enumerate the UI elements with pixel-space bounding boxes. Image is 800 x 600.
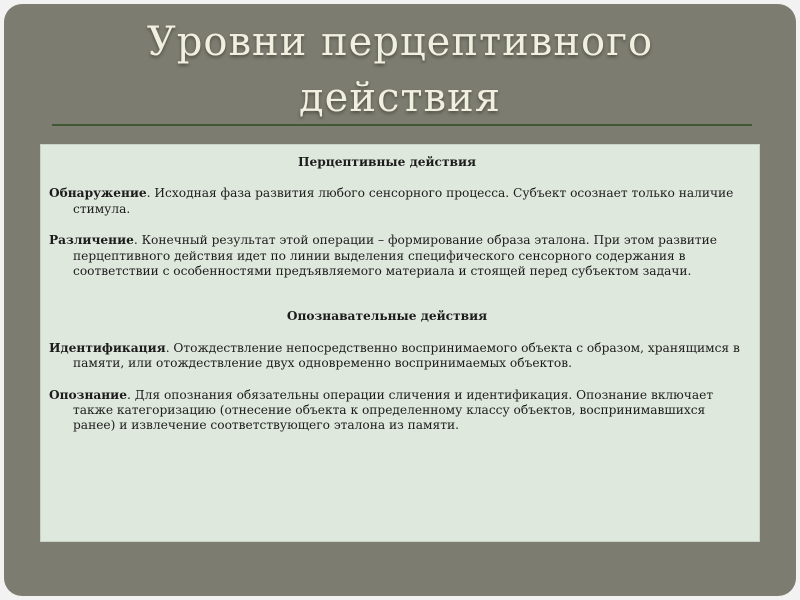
term-recognition: Опознание (49, 387, 127, 402)
slide-panel (4, 4, 796, 596)
definition-detection-text: . Исходная фаза развития любого сенсорного процесса. Субъект осознает только наличие стимула. (73, 186, 734, 216)
spacer (49, 170, 749, 186)
section-heading-recognition: Опознавательные действия (286, 309, 488, 324)
definition-discrimination (49, 233, 749, 279)
title-divider (52, 124, 752, 126)
slide-title-line-1: Уровни перцептивного (146, 19, 654, 65)
spacer (49, 217, 749, 233)
definition-identification (49, 341, 749, 372)
term-identification: Идентификация (49, 340, 166, 355)
definition-recognition-text: . Для опознания обязательны операции сличения и идентификация. Опознание включает также категоризацию (отнесение объекта к определенному классу объектов, воспринимавшихся ранее) и извлечение соответствующего эталона из памяти. (73, 387, 714, 433)
definition-detection (49, 186, 749, 217)
section-heading-perceptual: Перцептивные действия (297, 155, 477, 169)
content-box (40, 144, 760, 542)
spacer (49, 279, 749, 309)
spacer (49, 372, 749, 388)
definition-discrimination-text: . Конечный результат этой операции – формирование образа эталона. При этом развитие перцептивного действия идет по линии выделения специфического сенсорного содержания в соответствии с особенностями предъявляемого материала и стоящей перед субъектом задачи. (73, 233, 717, 279)
spacer (49, 325, 749, 341)
slide-title-line-2: действия (299, 75, 501, 121)
definition-identification-text: . Отождествление непосредственно воспринимаемого объекта с образом, хранящимся в памяти, или отождествление двух одновременно воспринимаемых объектов. (73, 340, 740, 371)
definition-recognition (49, 388, 749, 434)
term-discrimination: Различение (49, 233, 134, 248)
term-detection: Обнаружение (49, 186, 147, 201)
slide-title (4, 14, 796, 126)
